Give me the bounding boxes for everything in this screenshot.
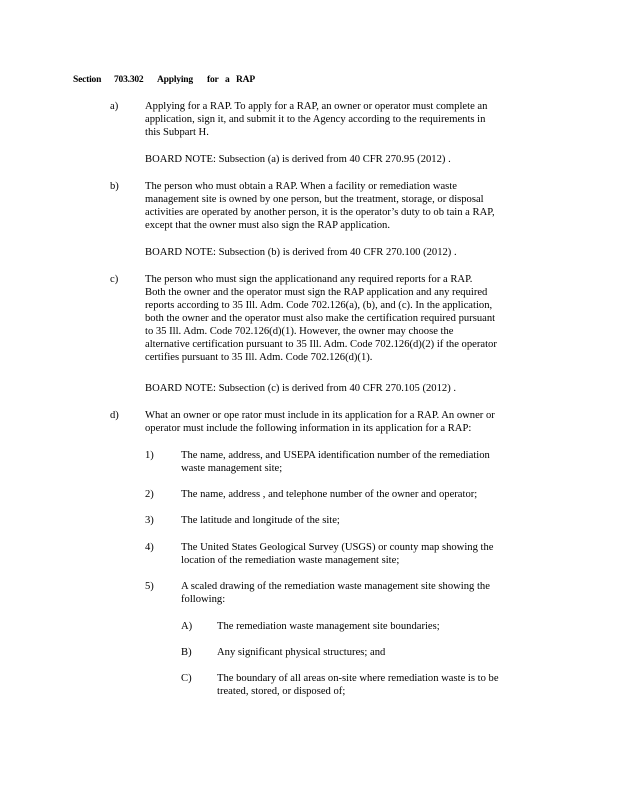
text-line: The person who must sign the applicationand any required reports for a RAP. [145, 274, 473, 285]
board-note-c: BOARD NOTE: Subsection (c) is derived from 40 CFR 270.105 (2012) . [145, 383, 457, 394]
text-line: operator must include the following information in its application for a RAP: [145, 423, 472, 434]
item-label-4: 4) [145, 542, 154, 553]
item-label-2: 2) [145, 489, 154, 500]
text-line: The person who must obtain a RAP. When a facility or remediation waste [145, 181, 457, 192]
subitem-label-c: C) [181, 673, 192, 684]
item-label-3: 3) [145, 515, 154, 526]
text-line: Any significant physical structures; and [217, 647, 386, 658]
text-line: Both the owner and the operator must sign the RAP application and any required [145, 287, 488, 298]
text-line: certifies pursuant to 35 Ill. Adm. Code 702.126(d)(1). [145, 352, 373, 363]
text-line: reports according to 35 Ill. Adm. Code 702.126(a), (b), and (c). In the application, [145, 300, 493, 311]
text-line: management site is owned by one person, but the treatment, storage, or disposal [145, 194, 484, 205]
section-word: Section [73, 75, 102, 85]
text-line: treated, stored, or disposed of; [217, 686, 346, 697]
subsection-b-text [145, 180, 495, 232]
text-line: to 35 Ill. Adm. Code 702.126(d)(1). However, the owner may choose the [145, 326, 454, 337]
subsection-label-c: c) [110, 274, 119, 285]
text-line: waste management site; [181, 463, 283, 474]
text-line: alternative certification pursuant to 35 Ill. Adm. Code 702.126(d)(2) if the operator [145, 339, 497, 350]
item-1-text [181, 449, 490, 475]
heading-title-word: RAP [236, 75, 255, 85]
text-line: What an owner or ope rator must include in its application for a RAP. An owner or [145, 410, 495, 421]
subsection-a-text [145, 100, 487, 139]
text-line: The name, address , and telephone number of the owner and operator; [181, 489, 478, 500]
heading-title-word: for [207, 75, 219, 85]
section-number: 703.302 [114, 75, 144, 85]
text-line: The latitude and longitude of the site; [181, 515, 340, 526]
heading-title-word: Applying [157, 75, 193, 85]
item-3-text [181, 514, 340, 527]
text-line: Applying for a RAP. To apply for a RAP, an owner or operator must complete an [145, 101, 488, 112]
subsection-d-text [145, 409, 495, 435]
board-note-b: BOARD NOTE: Subsection (b) is derived from 40 CFR 270.100 (2012) . [145, 247, 457, 258]
subsection-label-a: a) [110, 101, 119, 112]
section-heading [0, 74, 618, 88]
subitem-c-text [217, 672, 499, 698]
text-line: both the owner and the operator must also make the certification required pursuant [145, 313, 496, 324]
text-line: The remediation waste management site boundaries; [217, 621, 440, 632]
text-line: following: [181, 594, 226, 605]
subitem-b-text [217, 646, 385, 659]
subsection-c-text [145, 273, 497, 364]
item-4-text [181, 541, 493, 567]
item-label-5: 5) [145, 581, 154, 592]
subsection-label-b: b) [110, 181, 119, 192]
subsection-label-d: d) [110, 410, 119, 421]
subitem-label-a: A) [181, 621, 193, 632]
text-line: The name, address, and USEPA identification number of the remediation [181, 450, 490, 461]
text-line: A scaled drawing of the remediation waste management site showing the [181, 581, 490, 592]
text-line: The boundary of all areas on-site where remediation waste is to be [217, 673, 499, 684]
item-2-text [181, 488, 477, 501]
text-line: The United States Geological Survey (USGS) or county map showing the [181, 542, 494, 553]
text-line: activities are operated by another person, it is the operator’s duty to ob tain a RAP, [145, 207, 495, 218]
subitem-label-b: B) [181, 647, 192, 658]
heading-title-word: a [225, 75, 230, 85]
text-line: location of the remediation waste management site; [181, 555, 400, 566]
text-line: this Subpart H. [145, 127, 209, 138]
board-note-a: BOARD NOTE: Subsection (a) is derived from 40 CFR 270.95 (2012) . [145, 154, 451, 165]
subitem-a-text [217, 620, 440, 633]
item-5-text [181, 580, 490, 606]
text-line: except that the owner must also sign the RAP application. [145, 220, 390, 231]
item-label-1: 1) [145, 450, 154, 461]
text-line: application, sign it, and submit it to the Agency according to the requirements in [145, 114, 486, 125]
